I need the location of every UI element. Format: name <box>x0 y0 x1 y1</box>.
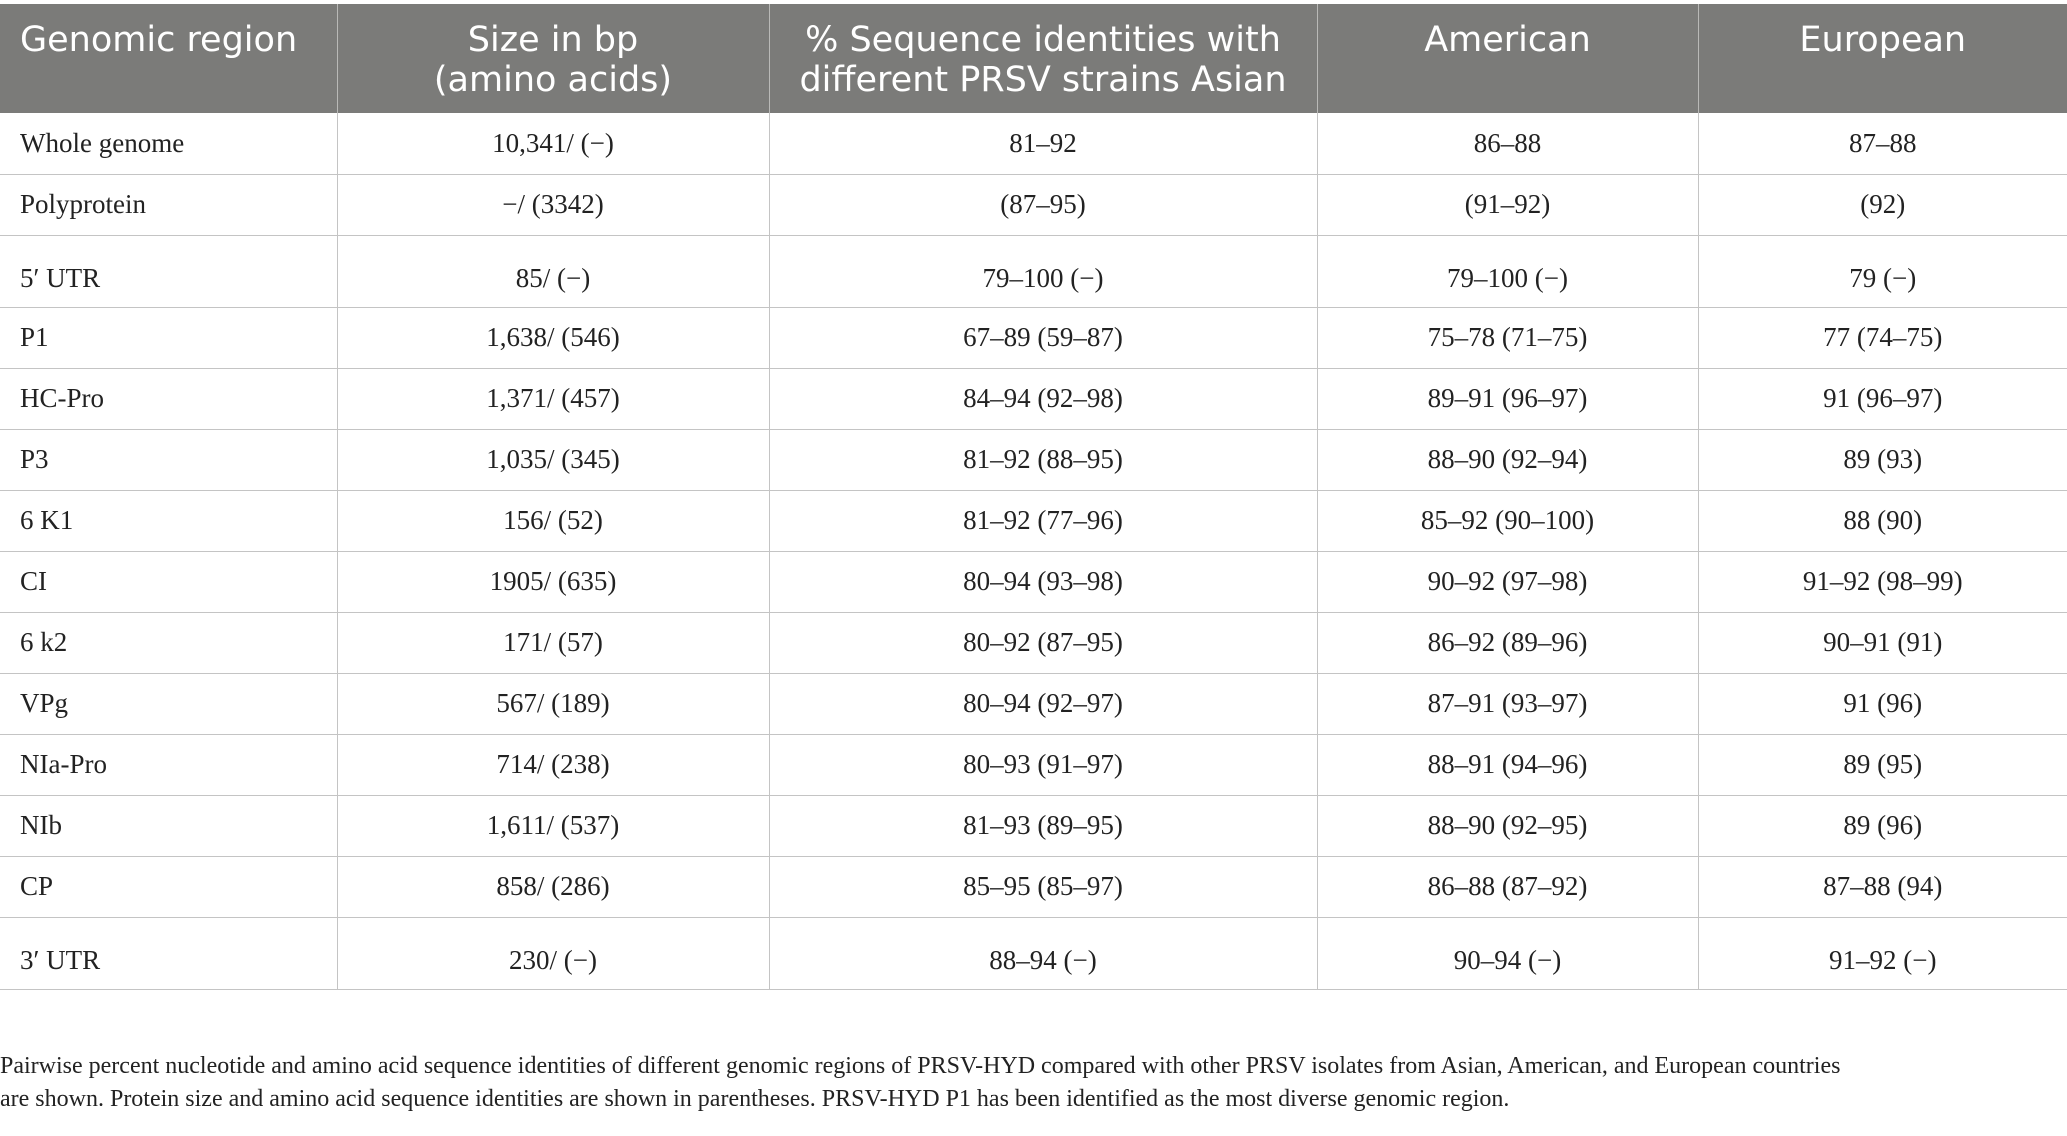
row-label-cell: 6 K1 <box>0 490 337 551</box>
table-footnote <box>0 1050 2060 1116</box>
table-cell: 90–94 (−) <box>1317 917 1698 989</box>
table-header <box>0 4 2067 113</box>
table-cell: 84–94 (92–98) <box>769 368 1317 429</box>
row-label-cell: HC-Pro <box>0 368 337 429</box>
row-label-cell: VPg <box>0 673 337 734</box>
table-cell: 77 (74–75) <box>1698 307 2067 368</box>
table-cell: 80–93 (91–97) <box>769 734 1317 795</box>
header-line: European <box>1799 20 1967 60</box>
table-cell: (87–95) <box>769 174 1317 235</box>
table-cell: 87–91 (93–97) <box>1317 673 1698 734</box>
table-cell: 91 (96–97) <box>1698 368 2067 429</box>
table-cell: 79 (−) <box>1698 235 2067 307</box>
header-line: Genomic region <box>20 20 298 60</box>
header-line: American <box>1424 20 1591 60</box>
table-cell: 81–93 (89–95) <box>769 795 1317 856</box>
table-cell: 10,341/ (−) <box>337 113 769 174</box>
row-label-cell: 3′ UTR <box>0 917 337 989</box>
header-american <box>1317 4 1698 113</box>
table-cell: 80–94 (92–97) <box>769 673 1317 734</box>
table-row <box>0 307 2067 368</box>
table-cell: 89 (96) <box>1698 795 2067 856</box>
table-cell: 88–90 (92–94) <box>1317 429 1698 490</box>
table-row <box>0 235 2067 307</box>
row-label-cell: Polyprotein <box>0 174 337 235</box>
table-cell: 88–91 (94–96) <box>1317 734 1698 795</box>
row-label-cell: 6 k2 <box>0 612 337 673</box>
row-label-cell: Whole genome <box>0 113 337 174</box>
table-cell: 89–91 (96–97) <box>1317 368 1698 429</box>
table-cell: 1,611/ (537) <box>337 795 769 856</box>
table-row <box>0 673 2067 734</box>
table-body <box>0 113 2067 989</box>
table-row <box>0 917 2067 989</box>
table-cell: 85/ (−) <box>337 235 769 307</box>
table-cell: 90–91 (91) <box>1698 612 2067 673</box>
table-cell: −/ (3342) <box>337 174 769 235</box>
sequence-identity-table <box>0 4 2067 990</box>
identity-table-container <box>0 4 2067 990</box>
table-cell: 81–92 <box>769 113 1317 174</box>
row-label-cell: P3 <box>0 429 337 490</box>
footnote-line: are shown. Protein size and amino acid sequence identities are shown in parentheses. PRSV-HYD P1 has been identified as the most diverse genomic region. <box>0 1086 1510 1112</box>
header-row <box>0 4 2067 113</box>
table-row <box>0 734 2067 795</box>
header-size <box>337 4 769 113</box>
table-cell: 87–88 <box>1698 113 2067 174</box>
table-cell: 1905/ (635) <box>337 551 769 612</box>
table-cell: 85–95 (85–97) <box>769 856 1317 917</box>
table-cell: 85–92 (90–100) <box>1317 490 1698 551</box>
table-cell: 858/ (286) <box>337 856 769 917</box>
table-cell: 91 (96) <box>1698 673 2067 734</box>
table-cell: 91–92 (98–99) <box>1698 551 2067 612</box>
table-cell: 171/ (57) <box>337 612 769 673</box>
table-row <box>0 856 2067 917</box>
row-label-cell: P1 <box>0 307 337 368</box>
table-cell: 567/ (189) <box>337 673 769 734</box>
table-cell: 80–94 (93–98) <box>769 551 1317 612</box>
row-label-cell: NIb <box>0 795 337 856</box>
table-cell: 156/ (52) <box>337 490 769 551</box>
table-cell: 230/ (−) <box>337 917 769 989</box>
table-cell: 80–92 (87–95) <box>769 612 1317 673</box>
table-cell: 91–92 (−) <box>1698 917 2067 989</box>
table-cell: 89 (93) <box>1698 429 2067 490</box>
header-genomic-region <box>0 4 337 113</box>
table-cell: 81–92 (88–95) <box>769 429 1317 490</box>
table-row <box>0 113 2067 174</box>
table-cell: 88–90 (92–95) <box>1317 795 1698 856</box>
table-cell: 86–88 <box>1317 113 1698 174</box>
table-row <box>0 429 2067 490</box>
table-row <box>0 174 2067 235</box>
table-cell: 88–94 (−) <box>769 917 1317 989</box>
table-cell: 79–100 (−) <box>769 235 1317 307</box>
footnote-line: Pairwise percent nucleotide and amino acid sequence identities of different genomic regions of PRSV-HYD compared with other PRSV isolates from Asian, American, and European countries <box>0 1053 1841 1079</box>
table-cell: 1,035/ (345) <box>337 429 769 490</box>
table-cell: 86–88 (87–92) <box>1317 856 1698 917</box>
table-cell: 79–100 (−) <box>1317 235 1698 307</box>
row-label-cell: CP <box>0 856 337 917</box>
table-row <box>0 368 2067 429</box>
table-cell: 67–89 (59–87) <box>769 307 1317 368</box>
header-line: Size in bp <box>467 20 639 60</box>
table-cell: 89 (95) <box>1698 734 2067 795</box>
table-cell: 75–78 (71–75) <box>1317 307 1698 368</box>
row-label-cell: CI <box>0 551 337 612</box>
table-cell: 81–92 (77–96) <box>769 490 1317 551</box>
table-row <box>0 795 2067 856</box>
header-line: % Sequence identities with <box>805 20 1281 60</box>
row-label-cell: 5′ UTR <box>0 235 337 307</box>
table-cell: 1,371/ (457) <box>337 368 769 429</box>
table-row <box>0 551 2067 612</box>
table-row <box>0 612 2067 673</box>
table-cell: 714/ (238) <box>337 734 769 795</box>
header-european <box>1698 4 2067 113</box>
table-cell: 88 (90) <box>1698 490 2067 551</box>
table-row <box>0 490 2067 551</box>
header-asian-identity <box>769 4 1317 113</box>
table-cell: 86–92 (89–96) <box>1317 612 1698 673</box>
header-line: different PRSV strains Asian <box>799 60 1287 100</box>
table-cell: 90–92 (97–98) <box>1317 551 1698 612</box>
header-line: (amino acids) <box>433 60 673 100</box>
table-cell: 87–88 (94) <box>1698 856 2067 917</box>
table-cell: 1,638/ (546) <box>337 307 769 368</box>
table-cell: (91–92) <box>1317 174 1698 235</box>
table-cell: (92) <box>1698 174 2067 235</box>
row-label-cell: NIa-Pro <box>0 734 337 795</box>
